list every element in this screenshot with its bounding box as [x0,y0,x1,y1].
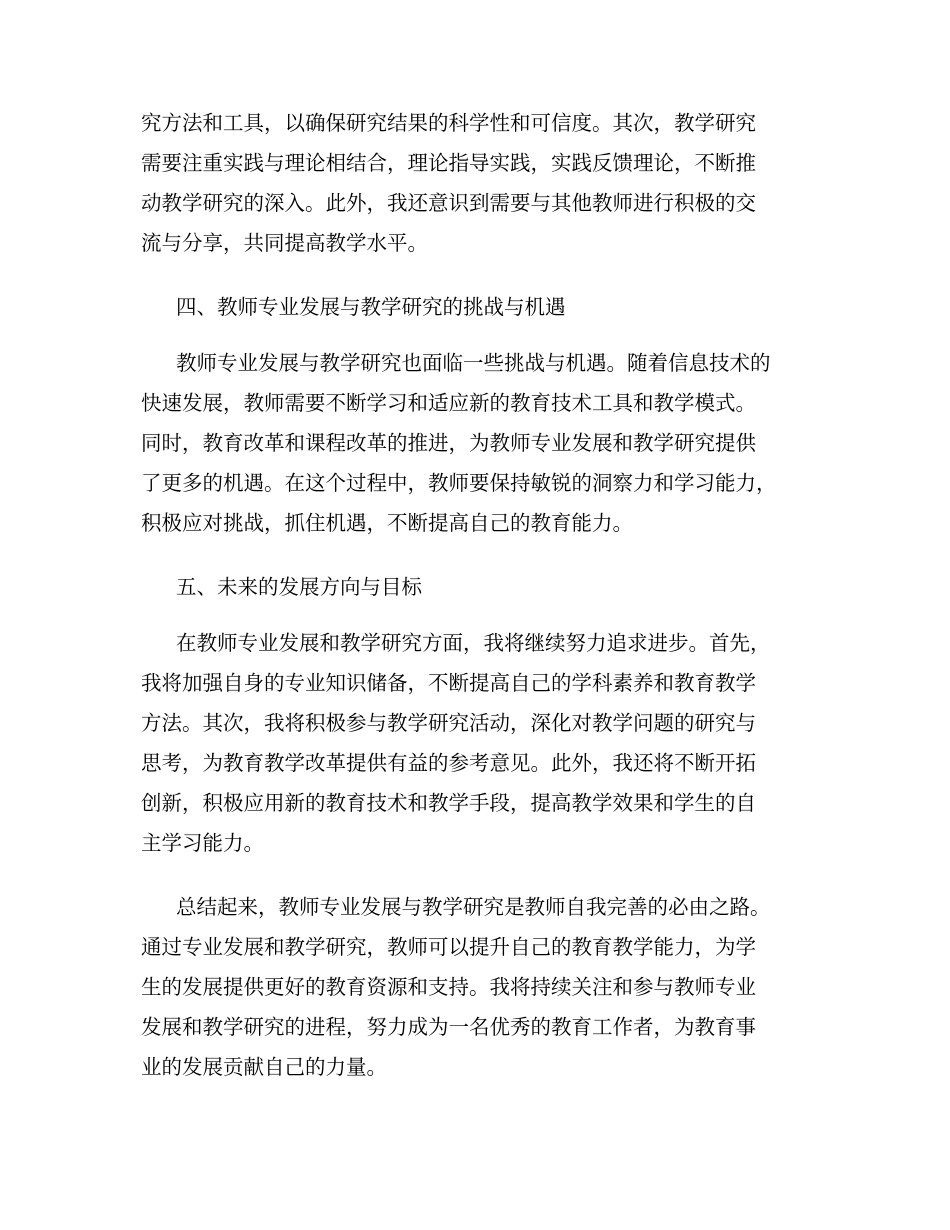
paragraph-line: 我将加强自身的专业知识储备，不断提高自己的学科素养和教育教学 [141,671,756,695]
paragraph-line: 发展和教学研究的进程，努力成为一名优秀的教育工作者，为教育事 [141,1015,756,1039]
paragraph-line: 生的发展提供更好的教育资源和支持。我将持续关注和参与教师专业 [141,975,756,999]
paragraph-line: 业的发展贡献自己的力量。 [141,1055,387,1079]
section-heading: 五、未来的发展方向与目标 [176,575,422,599]
paragraph-line: 同时，教育改革和课程改革的推进，为教师专业发展和教学研究提供 [141,431,756,455]
paragraph-line: 快速发展，教师需要不断学习和适应新的教育技术工具和教学模式。 [141,391,756,415]
paragraph-line: 需要注重实践与理论相结合，理论指导实践，实践反馈理论，不断推 [141,151,756,175]
paragraph-line: 总结起来，教师专业发展与教学研究是教师自我完善的必由之路。 [176,895,771,919]
paragraph-line: 创新，积极应用新的教育技术和教学手段，提高教学效果和学生的自 [141,791,756,815]
paragraph-line: 教师专业发展与教学研究也面临一些挑战与机遇。随着信息技术的 [176,351,771,375]
paragraph-line: 主学习能力。 [141,831,264,855]
paragraph-line: 在教师专业发展和教学研究方面，我将继续努力追求进步。首先， [176,631,771,655]
paragraph-line: 积极应对挑战，抓住机遇，不断提高自己的教育能力。 [141,511,633,535]
section-heading: 四、教师专业发展与教学研究的挑战与机遇 [176,295,566,319]
paragraph-line: 方法。其次，我将积极参与教学研究活动，深化对教学问题的研究与 [141,711,756,735]
paragraph-line: 究方法和工具，以确保研究结果的科学性和可信度。其次，教学研究 [141,111,756,135]
paragraph-line: 流与分享，共同提高教学水平。 [141,231,428,255]
paragraph-line: 通过专业发展和教学研究，教师可以提升自己的教育教学能力，为学 [141,935,756,959]
paragraph-line: 思考，为教育教学改革提供有益的参考意见。此外，我还将不断开拓 [141,751,756,775]
paragraph-line: 动教学研究的深入。此外，我还意识到需要与其他教师进行积极的交 [141,191,756,215]
paragraph-line: 了更多的机遇。在这个过程中，教师要保持敏锐的洞察力和学习能力， [141,471,777,495]
